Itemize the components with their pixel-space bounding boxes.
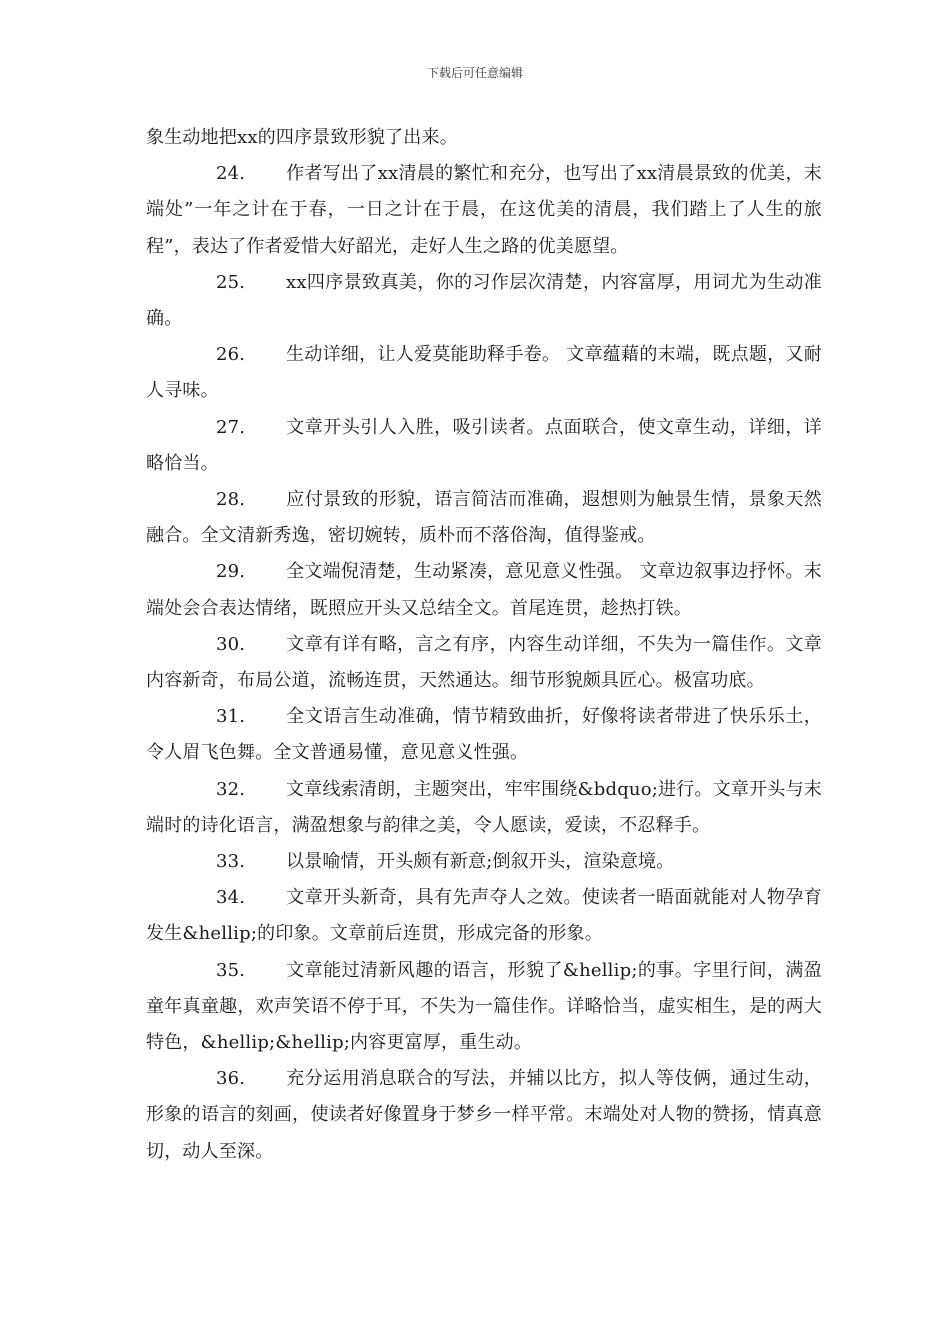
item-number: 32. [216,778,246,800]
document-body [146,120,822,1170]
item-text: 文章开头新奇，具有先声夺人之效。使读者一晤面就能对人物孕育发生&hellip;的印象。文章前后连贯，形成完备的形象。 [146,887,822,945]
item-text: 生动详细，让人爱莫能助释手卷。 文章蕴藉的末端，既点题，又耐人寻味。 [146,344,822,402]
item-number: 31. [216,706,246,728]
comment-item [146,265,822,337]
comment-item [146,410,822,482]
comment-item [146,1061,822,1170]
item-text: 充分运用消息联合的写法，并辅以比方，拟人等伎俩，通过生动，形象的语言的刻画，使读者好像置身于梦乡一样平常。末端处对人物的赞扬，情真意切，动人至深。 [146,1068,822,1162]
item-number: 33. [216,851,246,873]
item-number: 34. [216,887,246,909]
comment-item [146,482,822,554]
item-text: 应付景致的形貌，语言简洁而准确，遐想则为触景生情，景象天然融合。全文清新秀逸，密切婉转，质朴而不落俗淘，值得鉴戒。 [146,489,822,547]
comment-item [146,554,822,626]
item-number: 35. [216,959,246,981]
item-text: 文章线索清朗，主题突出，牢牢围绕&bdquo;进行。文章开头与末端时的诗化语言，满盈想象与韵律之美，令人愿读，爱读，不忍释手。 [146,778,822,836]
item-number: 29. [216,561,246,583]
item-number: 25. [216,271,246,293]
item-number: 24. [216,163,246,185]
item-text: 全文语言生动准确，情节精致曲折，好像将读者带进了快乐乐土，令人眉飞色舞。全文普通易懂，意见意义性强。 [146,706,822,764]
item-number: 28. [216,489,246,511]
item-text: 作者写出了xx清晨的繁忙和充分，也写出了xx清晨景致的优美，末端处”一年之计在于春，一日之计在于晨，在这优美的清晨，我们踏上了人生的旅程”，表达了作者爱惜大好韶光，走好人生之路的优美愿望。 [146,163,822,257]
comment-item [146,337,822,409]
comment-list [146,156,822,1170]
comment-item [146,627,822,699]
item-text: 全文端倪清楚，生动紧凑，意见意义性强。 文章边叙事边抒怀。末端处会合表达情绪，既照应开头又总结全文。首尾连贯，趁热打铁。 [146,561,822,619]
comment-item [146,844,822,880]
page-header: 下载后可任意编辑 [426,66,523,80]
comment-item [146,953,822,1062]
lead-paragraph: 象生动地把xx的四序景致形貌了出来。 [146,127,458,148]
item-number: 30. [216,633,246,655]
comment-item [146,699,822,771]
comment-item [146,772,822,844]
item-number: 36. [216,1068,246,1090]
item-number: 27. [216,416,246,438]
item-number: 26. [216,344,246,366]
item-text: 文章开头引人入胜，吸引读者。点面联合，使文章生动，详细，详略恰当。 [146,416,822,474]
comment-item [146,880,822,952]
item-text: 以景喻情，开头颇有新意;倒叙开头，渲染意境。 [286,851,675,873]
item-text: 文章能过清新风趣的语言，形貌了&hellip;的事。字里行间，满盈童年真童趣，欢声笑语不停于耳，不失为一篇佳作。详略恰当，虚实相生，是的两大特色，&hellip;&hellip;内容更富厚，重生动。 [146,959,822,1054]
item-text: xx四序景致真美，你的习作层次清楚，内容富厚，用词尤为生动准确。 [146,271,822,330]
item-text: 文章有详有略，言之有序，内容生动详细，不失为一篇佳作。文章内容新奇，布局公道，流畅连贯，天然通达。细节形貌颇具匠心。极富功底。 [146,633,822,692]
comment-item [146,156,822,265]
